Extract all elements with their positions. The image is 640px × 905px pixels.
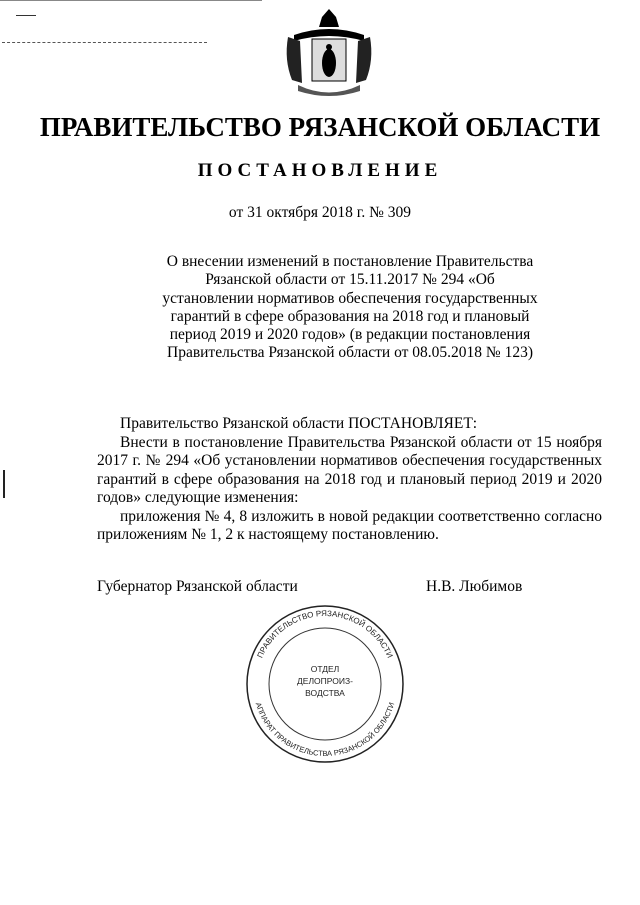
- paragraph-appendix: приложения № 4, 8 изложить в новой редакции соответственно согласно приложениям № 1, 2 к настоящему постановлению.: [97, 507, 602, 543]
- paragraph-amend: Внести в постановление Правительства Рязанской области от 15 ноября 2017 г. № 294 «Об установлении нормативов обеспечения государственных гарантий в сфере образования на 2018 год и плановый период 2019 и 2020 годов» следующие изменения:: [97, 433, 602, 506]
- scan-mark: [16, 15, 36, 16]
- subject-block: [150, 253, 550, 363]
- date-number: от 31 октября 2018 г. № 309: [228, 204, 412, 221]
- stamp-center-line: ОТДЕЛ: [310, 664, 340, 674]
- official-stamp: [245, 604, 405, 764]
- signatory-role: Губернатор Рязанской области: [97, 578, 298, 595]
- stamp-top-text: ПРАВИТЕЛЬСТВО РЯЗАНСКОЙ ОБЛАСТИ: [255, 608, 395, 660]
- subject-line: Правительства Рязанской области от 08.05.2018 № 123): [167, 344, 533, 362]
- scan-dash-line: [2, 42, 207, 43]
- scan-edge-mark: [3, 470, 5, 498]
- subject-line: гарантий в сфере образования на 2018 год и плановый: [170, 307, 530, 325]
- subject-line: Рязанской области от 15.11.2017 № 294 «Об: [205, 271, 495, 289]
- coat-of-arms-icon: [284, 5, 374, 100]
- subject-line: установлении нормативов обеспечения государственных: [162, 289, 538, 307]
- signatory-name: Н.В. Любимов: [426, 578, 523, 595]
- issuer-title: ПРАВИТЕЛЬСТВО РЯЗАНСКОЙ ОБЛАСТИ: [39, 112, 601, 142]
- document-type: ПОСТАНОВЛЕНИЕ: [197, 160, 443, 181]
- subject-line: период 2019 и 2020 годов» (в редакции постановления: [169, 326, 531, 344]
- paragraph-preamble: Правительство Рязанской области ПОСТАНОВЛЯЕТ:: [120, 415, 478, 432]
- scan-edge-line: [0, 0, 262, 1]
- body-text: [97, 415, 602, 545]
- stamp-bottom-text: АППАРАТ ПРАВИТЕЛЬСТВА РЯЗАНСКОЙ ОБЛАСТИ: [253, 701, 397, 759]
- stamp-center-line: ДЕЛОПРОИЗ-: [297, 676, 353, 686]
- subject-line: О внесении изменений в постановление Правительства: [166, 253, 534, 270]
- stamp-center-line: ВОДСТВА: [305, 688, 345, 698]
